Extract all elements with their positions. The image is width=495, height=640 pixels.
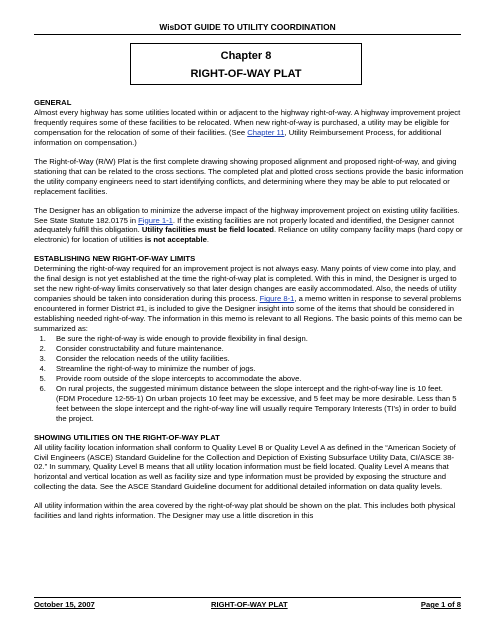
footer-rule [34, 597, 461, 598]
chapter-number: Chapter 8 [220, 50, 272, 62]
list-item: 2. Consider constructability and future maintenance. [48, 344, 464, 354]
chapter-title-box [130, 43, 362, 85]
showing-paragraph-1: All utility facility location information shall conform to Quality Level B or Quality Level A as defined in the “American Society of Civil Engineers (ASCE) Standard Guideline for the Collection and Depiction of Existing Subsurface Utility Data, CI/ASCE 38-02.” In summary, Quality Level B means that all utility location information must be field located. Quality Level A means that horizontal and vertical location as well as facility size and type information must be provided by exposing the structure and collecting the data. See the ASCE Standard Guideline document for additional detailed information on data quality levels. [34, 442, 456, 492]
chapter-title: RIGHT-OF-WAY PLAT [190, 68, 302, 80]
text-run: , a memo written in response to several problems encountered in former District #1, is included to give the Designer insight into some of the items that should be considered in establishing needed right-of-way. The information in this memo is relevant to all Regions. The basic points of this memo can be summarized as: [34, 294, 463, 334]
chapter-11-link[interactable]: Chapter 11 [247, 127, 285, 137]
section-heading-general: GENERAL [34, 98, 72, 107]
figure-8-1-link[interactable]: Figure 8-1 [259, 294, 295, 304]
section-heading-showing: SHOWING UTILITIES ON THE RIGHT-OF-WAY PLAT [34, 432, 220, 442]
emphasis-text: is not acceptable [144, 235, 207, 245]
text-run: Determining the right-of-way required for an improvement project is not always easy. Many points of view come into play, and the final design is not yet established at the time the right-of-way plat is completed. With this in mind, the Designer is urged to set the new right-of-way limits conservatively so that later design changes are easily accommodated. Also, the needs of utility companies should be taken into consideration during this process. [34, 264, 457, 304]
text-run: The Designer has an obligation to minimize the adverse impact of the highway improvement project on existing utility facilities. See State Statute 182.0175 in [34, 205, 460, 225]
summary-list [34, 334, 464, 424]
text-run: . [206, 235, 209, 245]
header-rule [34, 34, 461, 35]
establishing-paragraph-1 [34, 264, 464, 334]
section-heading-establishing: ESTABLISHING NEW RIGHT-OF-WAY LIMITS [34, 254, 196, 264]
page-footer [34, 600, 461, 612]
emphasis-text: Utility facilities must be field located [141, 225, 274, 235]
list-item: 5. Provide room outside of the slope intercepts to accommodate the above. [48, 374, 464, 384]
figure-1-1-link[interactable]: Figure 1-1 [138, 215, 173, 225]
footer-date: October 15, 2007 [34, 600, 95, 609]
list-item: 1. Be sure the right-of-way is wide enough to provide flexibility in final design. [48, 334, 464, 344]
text-run: . Reliance on utility company facility maps (hard copy or electronic) for location of utilities [34, 225, 463, 245]
general-paragraph-3 [34, 206, 464, 246]
footer-title: RIGHT-OF-WAY PLAT [211, 600, 288, 609]
list-item: 3. Consider the relocation needs of the utility facilities. [48, 354, 464, 364]
text-run: , Utility Reimbursement Process, for additional information on compensation.) [34, 127, 442, 147]
list-item: 4. Streamline the right-of-way to minimize the number of jogs. [48, 364, 464, 374]
text-run: . If the existing facilities are not properly located and identified, the Designer cannot adequately fulfill this obligation. [34, 215, 455, 235]
general-paragraph-2: The Right-of-Way (R/W) Plat is the first complete drawing showing proposed alignment and proposed right-of-way, and giving stationing that can be related to the cross sections. The completed plat and plotted cross sections provide the basic information the utility company engineers need to start identifying conflicts, and determining where they may be able to put relocated or replacement facilities. [34, 156, 464, 196]
general-paragraph-1 [34, 108, 464, 148]
text-run: Almost every highway has some utilities located within or adjacent to the highway right-of-way. A highway improvement project frequently requires some of these facilities to be relocated. When new right-of-way is purchased, a utility may be eligible for compensation for the relocation of some of their facilities. (See [34, 107, 461, 137]
showing-paragraph-2: All utility information within the area covered by the right-of-way plat should be shown on the plat. This includes both physical facilities and land rights information. The Designer may use a little discretion in this [34, 501, 456, 521]
running-header: WisDOT GUIDE TO UTILITY COORDINATION [159, 22, 336, 32]
footer-page-number: Page 1 of 8 [420, 600, 461, 609]
body-text [34, 98, 464, 530]
list-item: 6. On rural projects, the suggested minimum distance between the slope intercept and the right-of-way line is 10 feet. (FDM Procedure 12-55-1) On urban projects 10 feet may be excessive, and 5 feet may be more desirable. Less than 5 feet between the slope intercept and the right-of-way line will usually require Temporary Interests (TI's) in order to build the project. [48, 384, 464, 424]
